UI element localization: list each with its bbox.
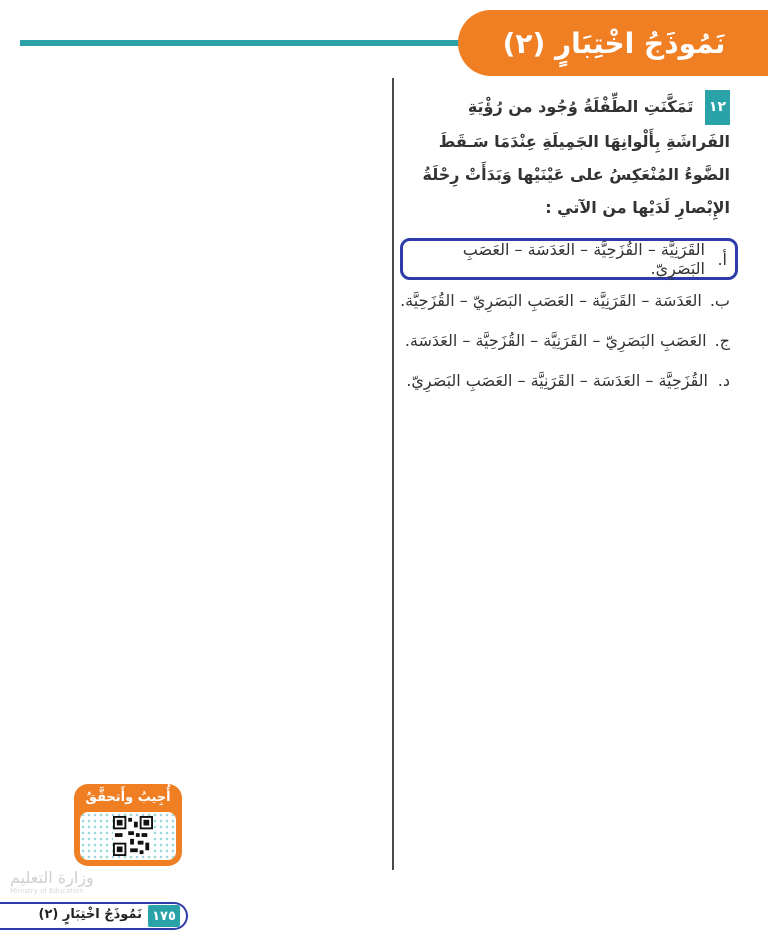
question-number: ١٢ xyxy=(705,90,730,125)
ministry-logo xyxy=(10,868,140,904)
qr-panel xyxy=(80,812,176,860)
qr-card-title: أُجِيبُ وأَتحقَّقُ xyxy=(85,790,171,805)
ministry-name: وزارة التعليم xyxy=(10,868,94,887)
ministry-subtitle: Ministry of Education xyxy=(10,887,84,895)
page-title-banner xyxy=(458,10,768,76)
options-list xyxy=(400,238,730,400)
option-a[interactable] xyxy=(400,238,738,280)
option-c[interactable] xyxy=(400,320,730,360)
header-rule xyxy=(20,40,490,46)
option-b[interactable] xyxy=(400,280,730,320)
column-divider xyxy=(392,78,394,870)
option-text: القُزَحِيَّة – العَدَسَة – القَرَنِيَّة – العَصَبِ البَصَرِيّ. xyxy=(406,370,708,390)
answer-check-qr-card[interactable] xyxy=(74,784,182,866)
option-letter: ب. xyxy=(709,290,730,310)
option-letter: ج. xyxy=(714,330,730,350)
option-d[interactable] xyxy=(400,360,730,400)
question-text: تَمَكَّنَتِ الطِّفْلَةُ وُجُود من رُؤْيَةِ الفَراشَةِ بِأَلْوانِهَا الجَمِيلَةِ عِنْدَمَا سَـقَطَ الضَّوءُ المُنْعَكِسُ على عَيْنَيْها وَبَدَأَتْ رِحْلَةُ الإِبْصارِ لَدَيْها من الآتي : xyxy=(422,97,730,217)
option-text: العَدَسَة – القَرَنِيَّة – العَصَبِ البَصَرِيّ – القُزَحِيَّة. xyxy=(400,290,702,310)
question-block xyxy=(400,90,730,400)
option-text: القَرَنِيَّة – القُزَحِيَّة – العَدَسَة – العَصَبِ البَصَرِيّ. xyxy=(462,240,705,278)
question-text-block xyxy=(400,90,730,224)
qr-code-icon[interactable] xyxy=(113,816,153,856)
page-footer xyxy=(0,902,188,930)
footer-title: نَمُوذَجُ اخْتِبَارٍ (٢) xyxy=(38,907,142,922)
option-text: العَصَبِ البَصَرِيّ – القَرَنِيَّة – القُزَحِيَّة – العَدَسَة. xyxy=(404,330,707,350)
option-letter: أ. xyxy=(717,249,727,269)
page-number: ١٧٥ xyxy=(148,905,180,927)
option-letter: د. xyxy=(717,370,730,390)
page-title: نَمُوذَجُ اخْتِبَارٍ (٢) xyxy=(502,26,726,60)
